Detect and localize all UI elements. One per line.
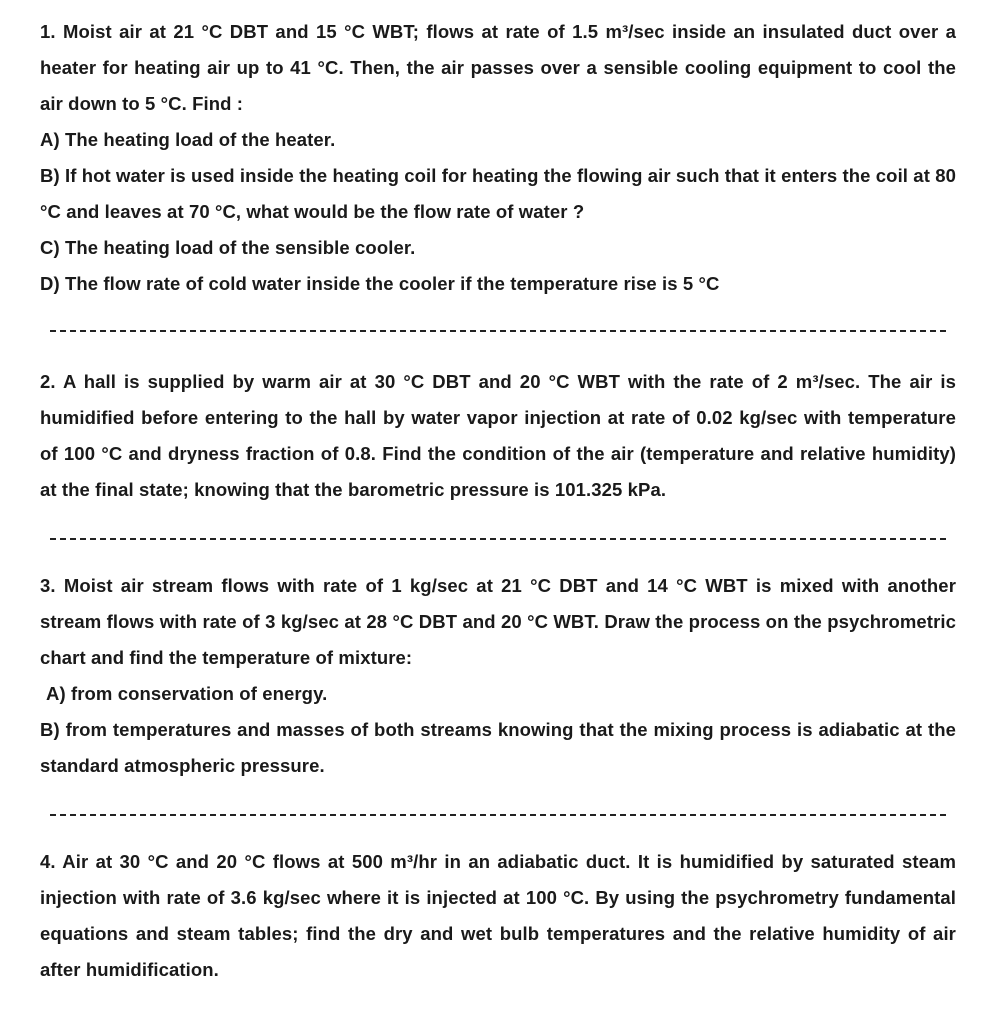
dashed-divider	[40, 312, 956, 350]
problem-3	[40, 568, 956, 784]
problem-1-part-d: D) The flow rate of cold water inside the cooler if the temperature rise is 5 °C	[40, 273, 720, 294]
problem-4	[40, 844, 956, 988]
problem-4-statement: 4. Air at 30 °C and 20 °C flows at 500 m³/hr in an adiabatic duct. It is humidified by saturated steam injection with rate of 3.6 kg/sec where it is injected at 100 °C. By using the psychrometry fundamental equations and steam tables; find the dry and wet bulb temperatures and the relative humidity of air after humidification.	[40, 851, 956, 980]
problem-2	[40, 364, 956, 508]
problem-1-statement: 1. Moist air at 21 °C DBT and 15 °C WBT; flows at rate of 1.5 m³/sec inside an insulated duct over a heater for heating air up to 41 °C. Then, the air passes over a sensible cooling equipment to cool the air down to 5 °C. Find :	[40, 21, 956, 114]
dashed-divider	[40, 520, 956, 558]
document-page	[40, 14, 956, 988]
problem-3-part-a: A) from conservation of energy.	[46, 683, 328, 704]
problem-1	[40, 14, 956, 302]
problem-3-part-b: B) from temperatures and masses of both streams knowing that the mixing process is adiabatic at the standard atmospheric pressure.	[40, 719, 956, 776]
problem-3-statement: 3. Moist air stream flows with rate of 1 kg/sec at 21 °C DBT and 14 °C WBT is mixed with another stream flows with rate of 3 kg/sec at 28 °C DBT and 20 °C WBT. Draw the process on the psychrometric chart and find the temperature of mixture:	[40, 575, 956, 668]
problem-1-part-c: C) The heating load of the sensible cooler.	[40, 237, 416, 258]
dashed-divider	[40, 796, 956, 834]
problem-1-part-a: A) The heating load of the heater.	[40, 129, 336, 150]
problem-2-statement: 2. A hall is supplied by warm air at 30 °C DBT and 20 °C WBT with the rate of 2 m³/sec. The air is humidified before entering to the hall by water vapor injection at rate of 0.02 kg/sec with temperature of 100 °C and dryness fraction of 0.8. Find the condition of the air (temperature and relative humidity) at the final state; knowing that the barometric pressure is 101.325 kPa.	[40, 371, 956, 500]
problem-1-part-b: B) If hot water is used inside the heating coil for heating the flowing air such that it enters the coil at 80 °C and leaves at 70 °C, what would be the flow rate of water ?	[40, 165, 956, 222]
